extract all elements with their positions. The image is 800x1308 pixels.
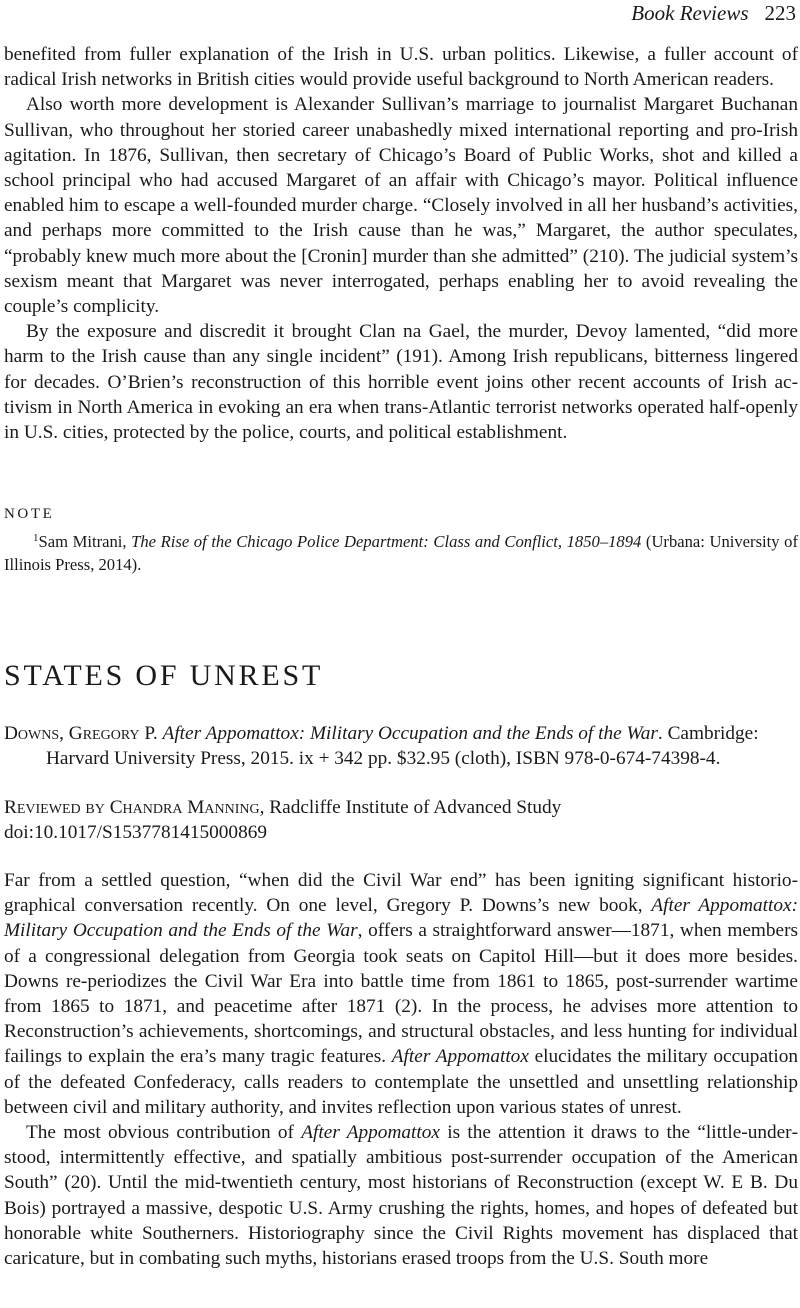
reviewer-line bbox=[4, 795, 798, 820]
note-heading: NOTE bbox=[4, 506, 55, 523]
footnote-marker: 1 bbox=[33, 532, 39, 545]
reviewer-affiliation: , Radcliffe Institute of Advanced Study bbox=[259, 796, 562, 818]
citation-book-title: After Appomattox: Military Occupation and the Ends of the War bbox=[162, 723, 658, 745]
continuation-paragraph: Also worth more development is Alexander Sullivan’s marriage to journalist Margaret Buchanan Sullivan, who throughout her storied career unabashedly mixed international reporting and pro-Irish agitation. In 1876, Sullivan, then secretary of Chicago’s Board of Public Works, shot and killed a school principal who had accused Margaret of an affair with Chicago’s mayor. Political influence enabled him to escape a well-founded murder charge. “Closely involved in all her husband’s activities, and perhaps more committed to the Irish cause than he was,” Margaret, the author speculates, “probably knew much more about the [Cronin] murder than she admitted” (210). The judicial system’s sexism meant that Margaret was never interrogated, perhaps enabling her to avoid revealing the couple’s complicity. bbox=[4, 94, 798, 318]
review-paragraph bbox=[4, 1120, 798, 1271]
citation-author: Downs, Gregory bbox=[4, 723, 140, 745]
text-run: , offers a straightforward answer—1871, when members of a congressional delegation from Georgia took seats on Capitol Hill—but it does more besides. Downs re-periodizes the Civil War Era into battle time from 1861 to 1865, post-surrender wartime from 1865 to 1871, and peacetime after 1871 (2). In the process, he advises more attention to Reconstruction’s achievements, shortcomings, and structural obstacles, and less hunting for individual failings to explain the era’s many tragic features. bbox=[4, 920, 798, 1068]
page-content bbox=[4, 42, 798, 1271]
review-paragraph bbox=[4, 868, 798, 1120]
running-header-section: Book Reviews bbox=[631, 1, 749, 25]
text-run: elucidates the military occupation of the defeated Confederacy, calls readers to contemplate the unsettled and unsettling relationship between civil and military authority, and invites reflection upon various states of unrest. bbox=[4, 1046, 798, 1118]
continuation-paragraph: By the exposure and discredit it brought Clan na Gael, the murder, Devoy lamented, “did more harm to the Irish cause than any single incident” (191). Among Irish republicans, bitterness lingered for decades. O’Brien’s reconstruction of this horrible event joins other recent accounts of Irish activism in North America in evoking an era when trans-Atlantic terrorist networks operated half-openly in U.S. cities, protected by the police, courts, and political establishment. bbox=[4, 321, 798, 444]
review-title: STATES OF UNREST bbox=[4, 659, 324, 693]
review-doi: doi:10.1017/S1537781415000869 bbox=[4, 821, 267, 843]
book-title-italic: After Appomattox bbox=[391, 1046, 529, 1068]
page-number: 223 bbox=[764, 1, 796, 25]
footnote-publication: (Urbana: University of Illinois Press, 2014). bbox=[4, 532, 798, 574]
reviewer-name: Reviewed by Chandra Manning bbox=[4, 796, 260, 818]
running-header bbox=[631, 0, 796, 26]
book-citation bbox=[4, 721, 798, 771]
footnote-book-title: The Rise of the Chicago Police Department: Class and Conflict, 1850–1894 bbox=[131, 532, 642, 552]
footnote bbox=[4, 531, 798, 576]
book-title-italic: After Appomattox bbox=[301, 1121, 440, 1143]
text-run: The most obvious contribution of bbox=[26, 1121, 302, 1143]
citation-initial: P. bbox=[139, 723, 163, 745]
continuation-paragraph: benefited from fuller explanation of the Irish in U.S. urban politics. Likewise, a fuller account of radical Irish networks in British cities would provide useful background to North American readers. bbox=[4, 44, 798, 91]
reviewer-block bbox=[4, 795, 798, 845]
citation-publication: . Cambridge: Harvard University Press, 2015. ix + 342 pp. $32.95 (cloth), ISBN 978-0-674-74398-4. bbox=[46, 723, 759, 770]
book-title-italic: After Appomattox: Military Occupation and the Ends of the War bbox=[4, 895, 798, 942]
text-run: Far from a settled question, “when did the Civil War end” has been igniting significant historiographical conversation recently. On one level, Gregory P. Downs’s new book, bbox=[4, 869, 798, 917]
footnote-author: Sam Mitrani, bbox=[38, 532, 132, 552]
text-run: is the attention it draws to the “little-understood, intermittently effective, and spatially ambitious post-surrender occupation of the American South” (20). Until the mid-twentieth century, most historians of Reconstruction (except W. E B. Du Bois) portrayed a massive, despotic U.S. Army crushing the rights, homes, and hopes of defeated but honorable white Southerners. Historiography since the Civil Rights movement has displaced that caricature, but in combating such myths, historians erased troops from the U.S. South more bbox=[4, 1121, 799, 1269]
